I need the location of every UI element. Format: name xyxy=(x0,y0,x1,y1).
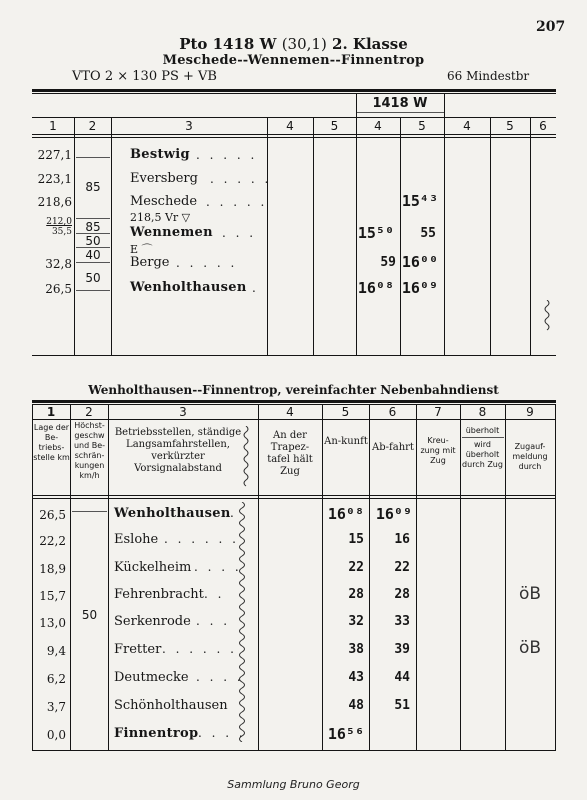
speed-limit: 85 xyxy=(85,180,101,194)
arrival-time: 16⁰⁸ xyxy=(327,505,364,523)
leader-dots: . . . . xyxy=(198,726,246,740)
km-split-bottom: 35,5 xyxy=(51,227,72,237)
section2-title: Wenholthausen--Finnentrop, vereinfachter Nebenbahndienst xyxy=(88,383,499,397)
header-arrival: An-kunft xyxy=(324,436,368,447)
speed-limit: 50 xyxy=(81,608,98,622)
km-value: 32,8 xyxy=(45,257,72,271)
km-value: 218,6 xyxy=(37,195,72,209)
km-value: 22,2 xyxy=(39,534,66,548)
station-name: Meschede xyxy=(130,194,198,209)
station-name: Wenholthausen xyxy=(130,280,247,295)
km-value: 223,1 xyxy=(37,172,72,186)
leader-dots: . . . . . xyxy=(196,148,258,162)
leader-dots: . . . . . xyxy=(206,195,268,209)
collection-credit: Sammlung Bruno Georg xyxy=(227,778,360,791)
departure-time: 16⁰⁹ xyxy=(401,279,438,297)
station-name: Serkenrode xyxy=(114,614,191,629)
leader-dots: . . xyxy=(204,587,225,601)
header-trapez: An der Trapez-tafel hält Zug xyxy=(267,430,313,477)
station-name: Deutmecke xyxy=(114,670,189,685)
station-name: Fretter xyxy=(114,642,162,657)
km-value: 3,7 xyxy=(46,700,66,714)
departure-time: 44 xyxy=(394,670,410,685)
speed-limit: 50 xyxy=(85,271,101,285)
station-name: Wennemen xyxy=(130,225,213,240)
header-km: Lage der Be-triebs-stelle km xyxy=(33,423,70,462)
arrival-time: 48 xyxy=(348,698,364,713)
handwritten-note: öB xyxy=(519,638,542,658)
station-name: Wenholthausen xyxy=(114,506,231,521)
arrival-time: 22 xyxy=(348,560,364,575)
header-speed: Höchst-geschw und Be-schrän-kungen km/h xyxy=(73,421,106,480)
wavy-mark-icon xyxy=(241,426,251,488)
arrival-time: 32 xyxy=(348,614,364,629)
vehicle-info: VTO 2 × 130 PS + VB xyxy=(72,69,217,84)
signal-note: E ⌒ xyxy=(130,243,153,256)
departure-time: 28 xyxy=(394,587,410,602)
leader-dots: . . . . xyxy=(196,670,244,684)
leader-dots: . . . . xyxy=(194,560,242,574)
departure-time: 33 xyxy=(394,614,410,629)
departure-time: 55 xyxy=(420,226,436,241)
km-value: 227,1 xyxy=(37,148,72,162)
arrival-time: 15 xyxy=(348,532,364,547)
leader-dots: . . . . . xyxy=(176,256,238,270)
arrival-time: 16⁰⁸ xyxy=(357,279,394,297)
station-name: Eslohe xyxy=(114,532,159,547)
header-crossing: Kreu-zung mit Zug xyxy=(420,436,456,465)
departure-time: 22 xyxy=(394,560,410,575)
handwritten-note: öB xyxy=(519,584,542,604)
speed-limit: 40 xyxy=(85,248,101,262)
station-name: Kückelheim xyxy=(114,560,192,575)
header-overtakes: überholt xyxy=(465,426,500,435)
km-value: 15,7 xyxy=(39,589,66,603)
route-title: Meschede--Wennemen--Finnentrop xyxy=(162,53,425,68)
km-value: 26,5 xyxy=(45,282,72,296)
speed-limit: 85 xyxy=(85,220,101,234)
header-stations: Betriebsstellen, ständige Langsamfahrstellen, verkürzter Vorsignalabstand xyxy=(114,427,242,474)
departure-time: 15⁴³ xyxy=(401,192,438,210)
header-notification: Zugauf-meldung durch xyxy=(512,442,548,471)
arrival-time: 43 xyxy=(348,670,364,685)
header-departure: Ab-fahrt xyxy=(372,442,414,453)
leader-dots: . . . . . . xyxy=(162,642,237,656)
km-split-top: 212,0 xyxy=(46,217,72,227)
km-value: 6,2 xyxy=(46,672,66,686)
station-name: Berge xyxy=(130,255,170,270)
leader-dots: . . . . . . xyxy=(164,532,239,546)
arrival-time: 15⁵⁰ xyxy=(357,224,394,242)
station-name: Eversberg xyxy=(130,171,198,186)
station-name: Schönholthausen xyxy=(114,698,228,713)
wavy-mark-icon xyxy=(541,300,553,334)
arrival-time: 16⁵⁶ xyxy=(327,725,364,743)
page-number: 207 xyxy=(536,19,566,35)
station-name: Finnentrop xyxy=(114,726,199,741)
km-value: 18,9 xyxy=(39,562,66,576)
leader-dots: . . . xyxy=(222,226,257,240)
arrival-time: 59 xyxy=(380,255,396,270)
arrival-time: 28 xyxy=(348,587,364,602)
speed-limit: 50 xyxy=(85,234,101,248)
departure-time: 16⁰⁹ xyxy=(375,505,412,523)
leader-dots: . xyxy=(252,281,259,295)
departure-time: 39 xyxy=(394,642,410,657)
arrival-time: 38 xyxy=(348,642,364,657)
km-value: 9,4 xyxy=(46,644,66,658)
header-overtaken: wird überholt durch Zug xyxy=(462,440,503,469)
leader-dots: . xyxy=(230,506,237,520)
km-value: 0,0 xyxy=(46,728,66,742)
train-number: Pto 1418 W xyxy=(179,35,277,53)
train-class: 2. Klasse xyxy=(332,35,408,53)
signal-note: 218,5 Vr ▽ xyxy=(130,211,191,224)
departure-time: 51 xyxy=(394,698,410,713)
departure-time: 16 xyxy=(394,532,410,547)
page-title xyxy=(0,35,587,53)
train-load: (30,1) xyxy=(281,35,327,53)
leader-dots: . . . xyxy=(196,614,231,628)
departure-time: 16⁰⁰ xyxy=(401,253,438,271)
train-column-header: 1418 W xyxy=(372,96,428,111)
brake-info: 66 Mindestbr xyxy=(447,69,530,83)
km-value: 26,5 xyxy=(39,508,66,522)
leader-dots: . . . . . xyxy=(210,172,272,186)
station-name: Bestwig xyxy=(130,147,190,162)
station-name: Fehrenbracht xyxy=(114,587,204,602)
km-value: 13,0 xyxy=(39,616,66,630)
